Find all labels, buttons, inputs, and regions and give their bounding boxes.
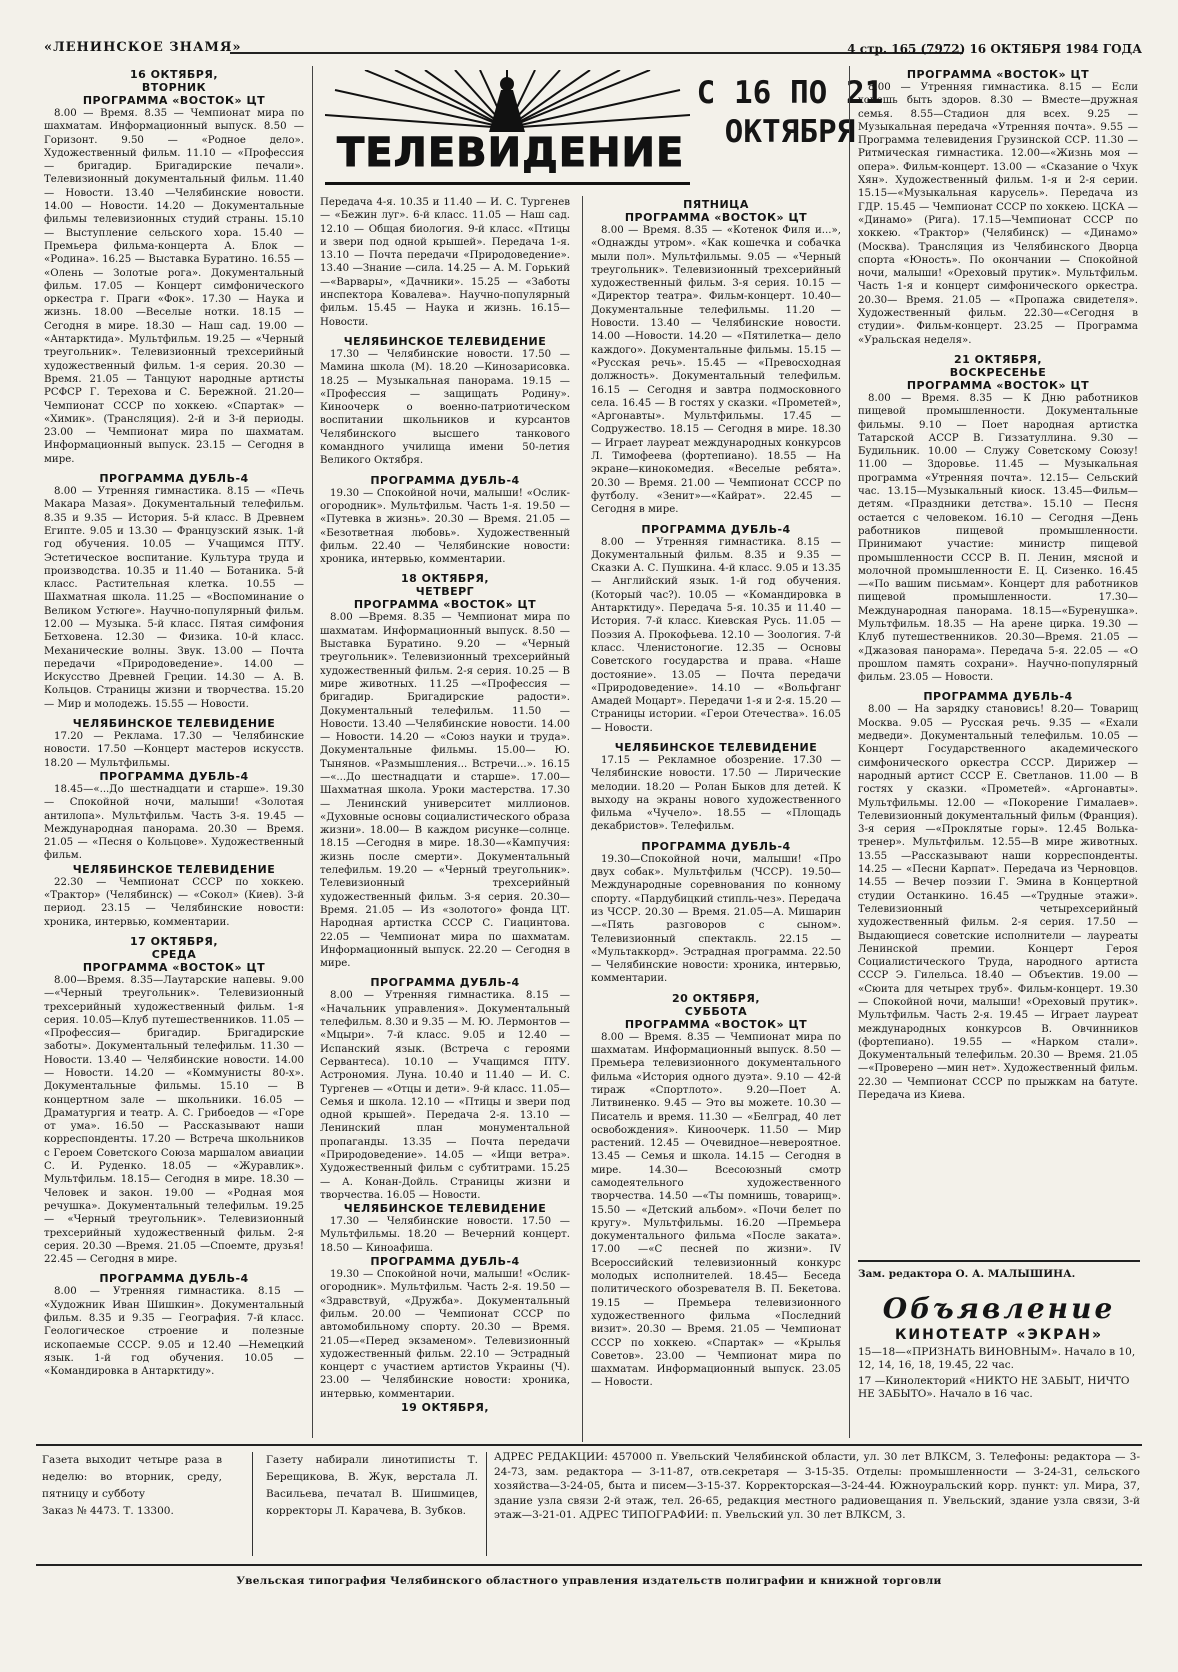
program-listing: 19.30—Спокойной ночи, малыши! «Про двух собак». Мультфильм (ЧССР). 19.50— Международные соревнования по конному спорту. «Пардубицкий стипль-чез». Передача из ЧССР. 20.30 — Время. 21.05—А. Мишарин —«Пять разговоров с сыном». Телевизионный спектакль. 22.15 — «Мультаккорд». Эстрадная программа. 22.50 — Челябинские новости: хроника, интервью, комментарии.: [591, 853, 841, 985]
program-listing: 17.30 — Челябинские новости. 17.50 — Мультфильмы. 18.20 — Вечерний концерт. 18.50 — Киноафиша.: [320, 1216, 570, 1254]
program-listing: 8.00 — Утренняя гимнастика. 8.15 — «Художник Иван Шишкин». Документальный фильм. 8.35 и 9.35 — География. 7-й класс. Геологическое строение и полезные ископаемые СССР. 9.05 и 12.40 —Немецкий язык. 1-й год обучения. 10.05 — «Командировка в Антарктиду».: [44, 1286, 304, 1378]
column-divider: [849, 66, 850, 1438]
weekday-heading: ЧЕТВЕРГ: [415, 585, 475, 599]
program-listing: 8.00 — Утренняя гимнастика. 8.15 — Если хочешь быть здоров. 8.30 — Вместе—дружная семья. 8.55—Стадион для всех. 9.25 —Музыкальная передача «Утренняя почта». 9.55 — Программа телевидения Грузинской ССР. 11.30 — Ритмическая гимнастика. 12.00—«Жизнь моя — опера». Фильм-концерт. 13.00 — «Сказание о Чхук Хян». Художественный фильм. 1-я и 2-я серии. 15.15—«Музыкальная карусель». Передача из ГДР. 15.45 — Чемпионат СССР по хоккею. ЦСКА — «Динамо» (Рига). 17.15—Чемпионат СССР по хоккею. «Трактор» (Челябинск) — «Динамо» (Москва). Трансляция из Челябинского Дворца спорта «Юность». По окончании — Спокойной ночи, малыши! «Ореховый прутик». Мультфильм. Часть 1-я и концерт симфонического оркестра. 20.30— Время. 21.05 — «Пропажа свидетеля». Художественный фильм. 22.30—«Сегодня в студии». Фильм-концерт. 23.25 — Программа «Уральская неделя».: [858, 82, 1138, 346]
column-3: [591, 198, 841, 1398]
program-listing: 17.30 — Челябинские новости. 17.50 —Мамина школа (М). 18.20 —Кинозарисовка. 18.25 — Музыкальная панорама. 19.15 — «Профессия — защищать Родину». Киноочерк о военно-патриотическом воспитании школьников и курсантов Челябинского высшего танкового командного училища имени 50-летия Великого Октября.: [320, 348, 570, 467]
schedule-text: Газета выходит четыре раза в неделю: во вторник, среду, пятницу и субботу: [42, 1454, 222, 1500]
program-listing: 18.45—«...До шестнадцати и старше». 19.30 — Спокойной ночи, малыши! «Золотая антилопа». Мультфильм. Часть 3-я. 19.45 — Международная панорама. 20.30 — Время. 21.05 — «Песня о Кольцове». Художественный фильм.: [44, 783, 304, 862]
program-listing: 8.00 — На зарядку становись! 8.20— Товарищ Москва. 9.05 — Русская речь. 9.35 — «Ехали медведи». Документальный телефильм. 10.05 — Концерт Государственного академического симфонического оркестра СССР. Дирижер — народный артист СССР Е. Светланов. 11.00 — В гостях у сказки. «Прометей». «Аргонавты». Мультфильмы. 12.00 — «Покорение Гималаев». Телевизионный документальный фильм (Франция). 3-я серия —«Проклятые горы». 12.45 Волька-тренер». Мультфильм. 12.55—В мире животных. 13.55 —Рассказывают наши корреспонденты. 14.25 — «Песни Карпат». Передача из Черновцов. 14.55 — Вечер поэзии Г. Эмина в Концертной студии Останкино. 16.45 —«Трудные этажи». Телевизионный четырехсерийный художественный фильм. 2-я серия. 17.50 — Выдающиеся советские исполнители — лауреаты Ленинской премии. Концерт Героя Социалистического Труда, народного артиста СССР Э. Гилельса. 18.40 — Объектив. 19.00 — «Сюита для четырех труб». Фильм-концерт. 19.30 — Спокойной ночи, малыши! «Ореховый прутик». Мультфильм. Часть 2-я. 19.45 — Играет лауреат международных конкурсов В. Овчинников (фортепиано). 19.55 — «Нарком стали». Документальный телефильм. 20.30 — Время. 21.05 —«Проверено —мин нет». Художественный фильм. 22.30 — Чемпионат СССР по прыжкам на батуте. Передача из Киева.: [858, 704, 1138, 1102]
program-listing: 8.00 — Время. 8.35 — Чемпионат мира по шахматам. Информационный выпуск. 8.50 — Горизонт. 9.50 — «Родное дело». Художественный фильм. 11.10 — «Профессия — бригадир. Бригадирские печали». Телевизионный документальный фильм. 11.40 — Новости. 13.40 —Челябинские новости. 14.00 — Новости. 14.20 — Документальные фильмы телевизионных студий страны. 15.10 — Выступление сельского хора. 15.40 — Премьера фильма-концерта А. Блок — «Родина». 16.25 — Выставка Буратино. 16.55 — «Олень — Золотые рога». Документальный фильм. 17.05 — Концерт симфонического оркестра г. Праги «Фок». 17.30 — Наука и жизнь. 18.00 —Веселые нотки. 18.15 — Сегодня в мире. 18.30 — Наш сад. 19.00 — «Антарктида». Мультфильм. 19.25 — «Черный треугольник». Телевизионный трехсерийный художественный фильм. 1-я серия. 20.30 — Время. 21.05 — Танцуют народные артисты РСФСР Г. Терехова и С. Бережной. 21.20—Чемпионат СССР по хоккею. «Спартак» — «Химик». (Трансляция). 2-й и 3-й периоды. 23.00 — Чемпионат мира по шахматам. Информационный выпуск. 23.15 — Сегодня в мире.: [44, 108, 304, 465]
footer-imprint: [36, 1444, 1142, 1566]
announcement-title: Объявление: [882, 1292, 1116, 1325]
program-heading: ПРОГРАММА «ВОСТОК» ЦТ: [82, 960, 266, 974]
announcement-box: [858, 1292, 1140, 1401]
footer-divider: [486, 1452, 487, 1556]
program-heading: ПРОГРАММА «ВОСТОК» ЦТ: [624, 211, 808, 224]
program-listing: 8.00—Время. 8.35—Лаутарские напевы. 9.00—«Черный треугольник». Телевизионный трехсерийный художественный фильм. 1-я серия. 10.05—Клуб путешественников. 11.05 — «Профессия— бригадир. Бригадирские заботы». Документальный телефильм. 11.30 — Новости. 13.40 — Челябинские новости. 14.00 — Новости. 14.20 — «Коммунисты 80-х». Документальные фильмы. 15.10 — В концертном зале — школьники. 16.05 — Драматургия и театр. А. С. Грибоедов — «Горе от ума». 16.50 — Рассказывают наши корреспонденты. 17.20 — Встреча школьников с Героем Советского Союза маршалом авиации С. И. Руденко. 18.05 — «Журавлик». Мультфильм. 18.15— Сегодня в мире. 18.30 — Человек и закон. 19.00 — «Родная моя речушка». Документальный телефильм. 19.25 — «Черный треугольник». Телевизионный трехсерийный художественный фильм. 2-я серия. 20.30 —Время. 21.05 —Споемте, друзья! 22.45 — Сегодня в мире.: [44, 974, 304, 1266]
program-heading: ПРОГРАММА ДУБЛЬ-4: [641, 522, 791, 536]
masthead-rule: [325, 182, 690, 185]
screening-line: 17 —Кинолекторий «НИКТО НЕ ЗАБЫТ, НИЧТО НЕ ЗАБЫТО». Начало в 16 час.: [858, 1375, 1130, 1400]
program-heading: ПРОГРАММА «ВОСТОК» ЦТ: [353, 598, 537, 612]
date-range: [695, 70, 885, 152]
program-heading: ПРОГРАММА ДУБЛЬ-4: [99, 1272, 249, 1286]
program-listing: 8.00 — Время. 8.35 — К Дню работников пищевой промышленности. Документальные фильмы. 9.10 — Поет народная артистка Татарской АССР В. Гиззатуллина. 9.30 — Будильник. 10.00 — Служу Советскому Союзу! 11.00 — Здоровье. 11.45 — Музыкальная программа «Утренняя почта». 12.15— Сельский час. 13.15—Музыкальный киоск. 13.45—Фильм—детям. «Праздники детства». 15.10 — Песня остается с человеком. 16.10 — Сегодня —День работников пищевой промышленности. Принимают участие: министр пищевой промышленности СССР В. П. Ленин, мясной и молочной промышленности Е. Ц. Сизенко. 16.45—«По вашим письмам». Концерт для работников пищевой промышленности. 17.30—Международная панорама. 18.15—«Буренушка». Мультфильм. 18.35 — На арене цирка. 19.30 — Клуб путешественников. 20.30—Время. 21.05 — «Джазовая панорама». Передача 5-я. 22.05 — «О прошлом память сохрани». Научно-популярный фильм. 23.05 — Новости.: [858, 392, 1138, 684]
weekday-heading: ВТОРНИК: [141, 81, 207, 94]
program-heading: ПРОГРАММА ДУБЛЬ-4: [99, 769, 249, 783]
tv-tower-illustration: [325, 70, 690, 188]
program-heading: ПРОГРАММА «ВОСТОК» ЦТ: [906, 378, 1090, 392]
program-heading: ЧЕЛЯБИНСКОЕ ТЕЛЕВИДЕНИЕ: [72, 862, 276, 876]
program-listing: 22.30 — Чемпионат СССР по хоккею. «Трактор» (Челябинск) — «Сокол» (Киев). 3-й период. 23.15 — Челябинские новости: хроника, интервью, комментарии.: [44, 876, 304, 928]
program-listing: 8.00 — Утренняя гимнастика. 8.15 — «Печь Макара Мазая». Документальный телефильм. 8.35 и 9.35 — История. 5-й класс. В Древнем Египте. 9.05 и 13.30 — Французский язык. 1-й год обучения. 10.05 — Учащимся ПТУ. Эстетическое воспитание. Культура труда и производства. 10.35 и 11.40 — Ботаника. 5-й класс. Растительная клетка. 10.55 — Шахматная школа. 11.25 — «Воспоминание о Великом Устюге». Научно-популярный фильм. 12.00 — Музыка. 5-й класс. Пятая симфония Бетховена. 12.30 — Физика. 10-й класс. Механические волны. Звук. 13.00 — Почта передачи «Природоведение». 14.00 — Искусство Древней Греции. 14.30 — А. В. Кольцов. Страницы жизни и творчества. 15.20 — Мир и молодежь. 15.55 — Новости.: [44, 486, 304, 710]
cinema-name: КИНОТЕАТР «ЭКРАН»: [894, 1327, 1104, 1343]
weekday-heading: ПЯТНИЦА: [683, 198, 749, 211]
typesetters-credit: Газету набирали линотиписты Т. Берещикова, В. Жук, верстала Л. Васильева, печатал В. Шишмицев, корректоры Л. Карачева, В. Зубков.: [266, 1454, 478, 1517]
day-heading: 18 ОКТЯБРЯ,: [400, 572, 490, 586]
editor-rule: [858, 1260, 1140, 1262]
day-heading: 19 ОКТЯБРЯ,: [400, 1401, 490, 1415]
masthead: [325, 70, 890, 190]
program-heading: ПРОГРАММА «ВОСТОК» ЦТ: [624, 1017, 808, 1031]
weekday-heading: СРЕДА: [151, 947, 197, 961]
program-heading: ПРОГРАММА ДУБЛЬ-4: [99, 472, 249, 486]
column-2: [320, 196, 570, 1441]
day-heading: 21 ОКТЯБРЯ,: [953, 352, 1043, 366]
masthead-title: ТЕЛЕВИДЕНИЕ: [337, 130, 685, 176]
printer-credit: Увельская типография Челябинского областного управления издательств полиграфии и книжной торговли: [236, 1575, 942, 1587]
date-range-top: С 16 ПО 21: [696, 75, 884, 111]
program-listing: 8.00 — Время. 8.35 — «Котенок Филя и...», «Однажды утром». «Как кошечка и собачка мыли пол». Мультфильмы. 9.05 — «Черный треугольник». Телевизионный трехсерийный художественный фильм. 3-я серия. 10.15 — «Директор театра». Фильм-концерт. 10.40— Документальные телефильмы. 11.20 — Новости. 13.40 — Челябинские новости. 14.00 —Новости. 14.20 — «Пятилетка— дело каждого». Документальные фильмы. 15.15 — «Русская речь». 15.45 — «Превосходная должность». Документальный телефильм. 16.15 — Сегодня и завтра подмосковного села. 16.45 — В гостях у сказки. «Прометей», «Аргонавты». Мультфильмы. 17.45 — Содружество. 18.15 — Сегодня в мире. 18.30 — Играет лауреат международных конкурсов Л. Тимофеева (фортепиано). 18.55 — На экране—кинокомедия. «Веселые ребята». 20.30 — Время. 21.00 — Чемпионат СССР по футболу. «Зенит»—«Кайрат». 22.45 — Сегодня в мире.: [591, 225, 841, 516]
program-heading: ПРОГРАММА «ВОСТОК» ЦТ: [82, 94, 266, 107]
editor-name: Зам. редактора О. А. МАЛЫШИНА.: [858, 1268, 1076, 1280]
order-number: Заказ № 4473. Т. 13300.: [42, 1505, 174, 1517]
editor-credit: [858, 1260, 1140, 1280]
program-heading: ПРОГРАММА ДУБЛЬ-4: [370, 976, 520, 990]
editorial-address: АДРЕС РЕДАКЦИИ: 457000 п. Увельский Челябинской области, ул. 30 лет ВЛКСМ, 3. Телефоны: редактора — 3-24-73, зам. редактора — 3-11-87, отв.секретаря — 3-15-35. Отделы: промышленности — 3-24-31, сельского хозяйства—3-24-05, быта и писем—3-15-37. Корректорская—3-24-44. Южноуральский корр. пункт: ул. Мира, 37, здание узла связи 2-й этаж, тел. 26-65, редакция местного радиовещания п. Увельский, здание узла связи, 3-й этаж—3-21-01. АДРЕС ТИПОГРАФИИ: п. Увельский ул. 30 лет ВЛКСМ, 3.: [494, 1451, 1140, 1521]
publication-schedule: [42, 1452, 222, 1520]
program-heading: ЧЕЛЯБИНСКОЕ ТЕЛЕВИДЕНИЕ: [343, 1202, 547, 1216]
column-divider: [582, 196, 583, 1442]
screening-line: 15—18—«ПРИЗНАТЬ ВИНОВНЫМ». Начало в 10, 12, 14, 16, 18, 19.45, 22 час.: [858, 1346, 1136, 1371]
program-listing: 17.15 — Рекламное обозрение. 17.30 —Челябинские новости. 17.50 — Лирические мелодии. 18.20 — Ролан Быков для детей. К выходу на экраны нового художественного фильма «Чучело». 18.55 — «Площадь декабристов». Телефильм.: [591, 754, 841, 833]
program-heading: ПРОГРАММА ДУБЛЬ-4: [641, 839, 791, 853]
program-listing: 17.20 — Реклама. 17.30 — Челябинские новости. 17.50 —Концерт мастеров искусств. 18.20 — Мультфильмы.: [44, 731, 304, 769]
newspaper-title: «ЛЕНИНСКОЕ ЗНАМЯ»: [44, 40, 242, 55]
program-heading: ПРОГРАММА ДУБЛЬ-4: [923, 690, 1073, 704]
program-heading: ЧЕЛЯБИНСКОЕ ТЕЛЕВИДЕНИЕ: [614, 740, 818, 754]
program-heading: ЧЕЛЯБИНСКОЕ ТЕЛЕВИДЕНИЕ: [343, 334, 547, 348]
weekday-heading: ВОСКРЕСЕНЬЕ: [949, 365, 1047, 379]
weekday-heading: СУББОТА: [684, 1004, 748, 1018]
issue-info: 4 стр. 165 (7972) 16 ОКТЯБРЯ 1984 ГОДА: [847, 42, 1142, 56]
program-listing: 19.30 — Спокойной ночи, малыши! «Ослик-огородник». Мультфильм. Часть 1-я. 19.50 — «Путевка в жизнь». 20.30 — Время. 21.05 — «Безответная любовь». Художественный фильм. 22.40 — Челябинские новости: хроника, интервью, комментарии.: [320, 487, 570, 566]
day-heading: 16 ОКТЯБРЯ,: [129, 68, 219, 81]
program-listing: 8.00 — Утренняя гимнастика. 8.15 — «Начальник управления». Документальный телефильм. 8.30 и 9.35 — М. Ю. Лермонтов — «Мцыри». 7-й класс. 9.05 и 12.40 — Испанский язык. (Встреча с героями Сервантеса). 10.10 — Учащимся ПТУ. Астрономия. Луна. 10.40 и 11.40 — И. С. Тургенев — «Отцы и дети». 9-й класс. 11.05—Семья и школа. 12.10 — «Птицы и звери под одной крышей». Передача 2-я. 13.10 — Ленинский план монументальной пропаганды. 13.35 — Почта передачи «Природоведение». 14.05 — «Ищи ветра». Художественный фильм с субтитрами. 15.25 — А. Конан-Дойль. Страницы жизни и творчества. 16.05 — Новости.: [320, 990, 570, 1201]
program-heading: ЧЕЛЯБИНСКОЕ ТЕЛЕВИДЕНИЕ: [72, 717, 276, 731]
program-listing: Передача 4-я. 10.35 и 11.40 — И. С. Тургенев — «Бежин луг». 6-й класс. 11.05 — Наш сад. 12.10 — Общая биология. 9-й класс. «Птицы и звери под одной крышей». Передача 1-я. 13.10 — Почта передачи «Природоведение». 13.40 —Знание —сила. 14.25 — А. М. Горький—«Варвары», «Дачники». 15.25 — «Заботы инспектора Ковалева». Научно-популярный фильм. 15.45 — Наука и жизнь. 16.15— Новости.: [320, 197, 570, 328]
program-listing: 8.00 — Время. 8.35 — Чемпионат мира по шахматам. Информационный выпуск. 8.50 — Премьера телевизионного документального фильма «История одного дуэта». 9.10 — 42-й тираж «Спортлото». 9.20—Поет А. Литвиненко. 9.45 — Это вы можете. 10.30 — Писатель и время. 11.30 — «Белград, 40 лет освобождения». Киноочерк. 11.50 — Мир растений. 12.45 — Очевидное—невероятное. 13.45 — Семья и школа. 14.15 — Сегодня в мире. 14.30— Всесоюзный смотр самодеятельного художественного творчества. 14.50 —«Ты помнишь, товарищ». 15.50 — «Детский альбом». «Почи белет по кругу». Мультфильмы. 16.20 —Премьера документального фильма «После заката». 17.00 —«С песней по жизни». IV Всероссийский телевизионный конкурс молодых исполнителей. 18.45— Беседа политического обозревателя В. П. Бекетова. 19.15 — Премьера телевизионного художественного фильма «Последний визит». 20.30 — Время. 21.05 — Чемпионат СССР по хоккею. «Спартак» — «Крылья Советов». 23.00 — Чемпионат мира по шахматам. Информационный выпуск. 23.05 — Новости.: [591, 1031, 841, 1389]
program-heading: ПРОГРАММА ДУБЛЬ-4: [370, 473, 520, 487]
footer-divider: [252, 1452, 253, 1556]
date-range-month: ОКТЯБРЯ: [724, 113, 856, 150]
program-listing: 8.00 —Время. 8.35 — Чемпионат мира по шахматам. Информационный выпуск. 8.50 — Выставка Буратино. 9.20 — «Черный треугольник». Телевизионный трехсерийный художественный фильм. 2-я серия. 10.25 — В мире животных. 11.25 —«Профессия —бригадир. Бригадирские радости». Документальный телефильм. 11.50 — Новости. 13.40 —Челябинские новости. 14.00 — Новости. 14.20 — «Союз науки и труда». Документальные фильмы. 15.00— Ю. Тынянов. «Размышления... Встречи...». 16.15—«...До шестнадцати и старше». 17.00— Шахматная школа. Уроки мастерства. 17.30 — Ленинский университет миллионов. «Духовные основы социалистического образа жизни». 18.00— В каждом рисунке—солнце. 18.15 —Сегодня в мире. 18.30—«Кампучия: жизнь после смерти». Документальный телефильм. 19.20 — «Черный треугольник». Телевизионный трехсерийный художественный фильм. 3-я серия. 20.30—Время. 21.05 — Из «золотого» фонда ЦТ. Народная артистка СССР С. Гиацинтова. 22.05 — Чемпионат мира по шахматам. Информационный выпуск. 22.20 — Сегодня в мире.: [320, 612, 570, 970]
column-1: [44, 68, 304, 1428]
column-divider: [312, 66, 313, 1438]
program-heading: ПРОГРАММА «ВОСТОК» ЦТ: [906, 68, 1090, 81]
program-listing: 19.30 — Спокойной ночи, малыши! «Ослик-огородник». Мультфильм. Часть 2-я. 19.50 — «Здравствуй, «Дружба». Документальный фильм. 20.00 — Чемпионат СССР по автомобильному спорту. 20.30 — Время. 21.05—«Перед экзаменом». Телевизионный художественный фильм. 22.10 — Эстрадный концерт с участием артистов Украины (Ч). 23.00 — Челябинские новости: хроника, интервью, комментарии.: [320, 1269, 570, 1400]
column-4: [858, 68, 1138, 1248]
program-listing: 8.00 — Утренняя гимнастика. 8.15 — Документальный фильм. 8.35 и 9.35 — Сказки А. С. Пушкина. 4-й класс. 9.05 и 13.35 — Английский язык. 1-й год обучения. (Который час?). 10.05 — «Командировка в Антарктиду». Передача 5-я. 10.35 и 11.40 — История. 7-й класс. Киевская Русь. 11.05 — Поэзия А. Прокофьева. 12.10 — Зоология. 7-й класс. Членистоногие. 12.35 — Основы Советского государства и права. «Наше достояние». 13.05 — Почта передачи «Природоведение». 14.10 — «Вольфганг Амадей Моцарт». Передачи 1-я и 2-я. 15.20 — Страницы истории. «Герои Отечества». 16.05 — Новости.: [591, 536, 841, 734]
day-heading: 20 ОКТЯБРЯ,: [671, 991, 761, 1005]
program-heading: ПРОГРАММА ДУБЛЬ-4: [370, 1255, 520, 1269]
day-heading: 17 ОКТЯБРЯ,: [129, 934, 219, 948]
